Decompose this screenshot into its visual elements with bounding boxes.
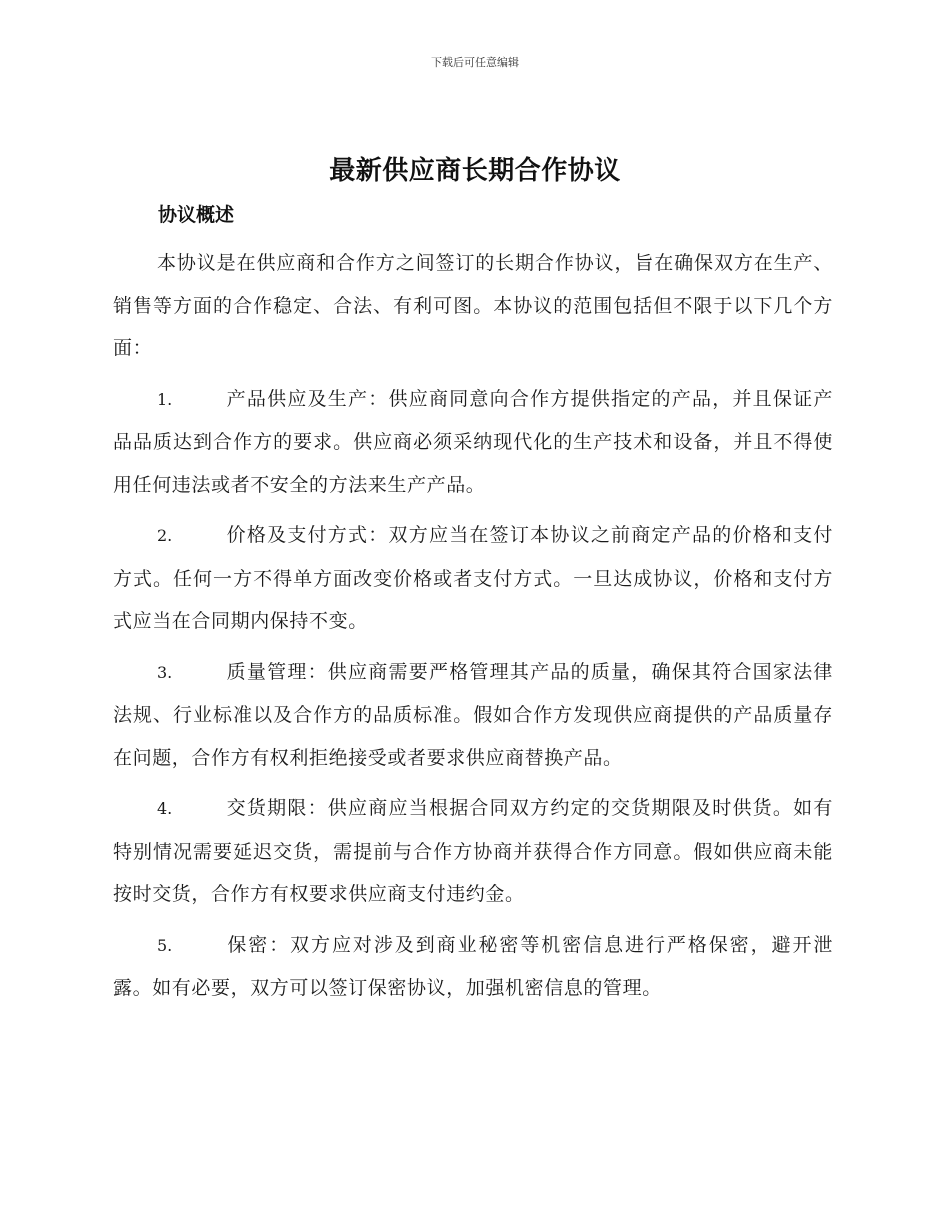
header-note: 下载后可任意编辑 <box>431 56 519 69</box>
list-item-number: 5. <box>157 935 173 955</box>
list-item-number: 3. <box>157 662 173 682</box>
document-body <box>113 242 833 1018</box>
list-item-text: 产品供应及生产：供应商同意向合作方提供指定的产品，并且保证产品品质达到合作方的要求。供应商必须采纳现代化的生产技术和设备，并且不得使用任何违法或者不安全的方法来生产产品。 <box>113 387 833 496</box>
list-item <box>113 378 833 507</box>
intro-paragraph: 本协议是在供应商和合作方之间签订的长期合作协议，旨在确保双方在生产、销售等方面的合作稳定、合法、有利可图。本协议的范围包括但不限于以下几个方面： <box>113 252 833 359</box>
section-heading: 协议概述 <box>158 204 235 226</box>
list-item-number: 2. <box>157 526 173 545</box>
list-item-text: 质量管理：供应商需要严格管理其产品的质量，确保其符合国家法律法规、行业标准以及合作方的品质标准。假如合作方发现供应商提供的产品质量存在问题，合作方有权利拒绝接受或者要求供应商替换产品。 <box>113 660 833 769</box>
list-item <box>113 651 833 780</box>
list-item-text: 保密：双方应对涉及到商业秘密等机密信息进行严格保密，避开泄露。如有必要，双方可以签订保密协议，加强机密信息的管理。 <box>113 933 833 999</box>
list-item-text: 价格及支付方式：双方应当在签订本协议之前商定产品的价格和支付方式。任何一方不得单方面改变价格或者支付方式。一旦达成协议，价格和支付方式应当在合同期内保持不变。 <box>113 524 833 632</box>
list-item <box>113 924 833 1010</box>
list-item-text: 交货期限：供应商应当根据合同双方约定的交货期限及时供货。如有特别情况需要延迟交货，需提前与合作方协商并获得合作方同意。假如供应商未能按时交货，合作方有权要求供应商支付违约金。 <box>113 797 833 905</box>
list-item <box>113 514 833 643</box>
page-title: 最新供应商长期合作协议 <box>329 156 621 186</box>
list-item-number: 1. <box>157 389 173 409</box>
list-item-number: 4. <box>157 799 173 818</box>
list-item <box>113 787 833 916</box>
